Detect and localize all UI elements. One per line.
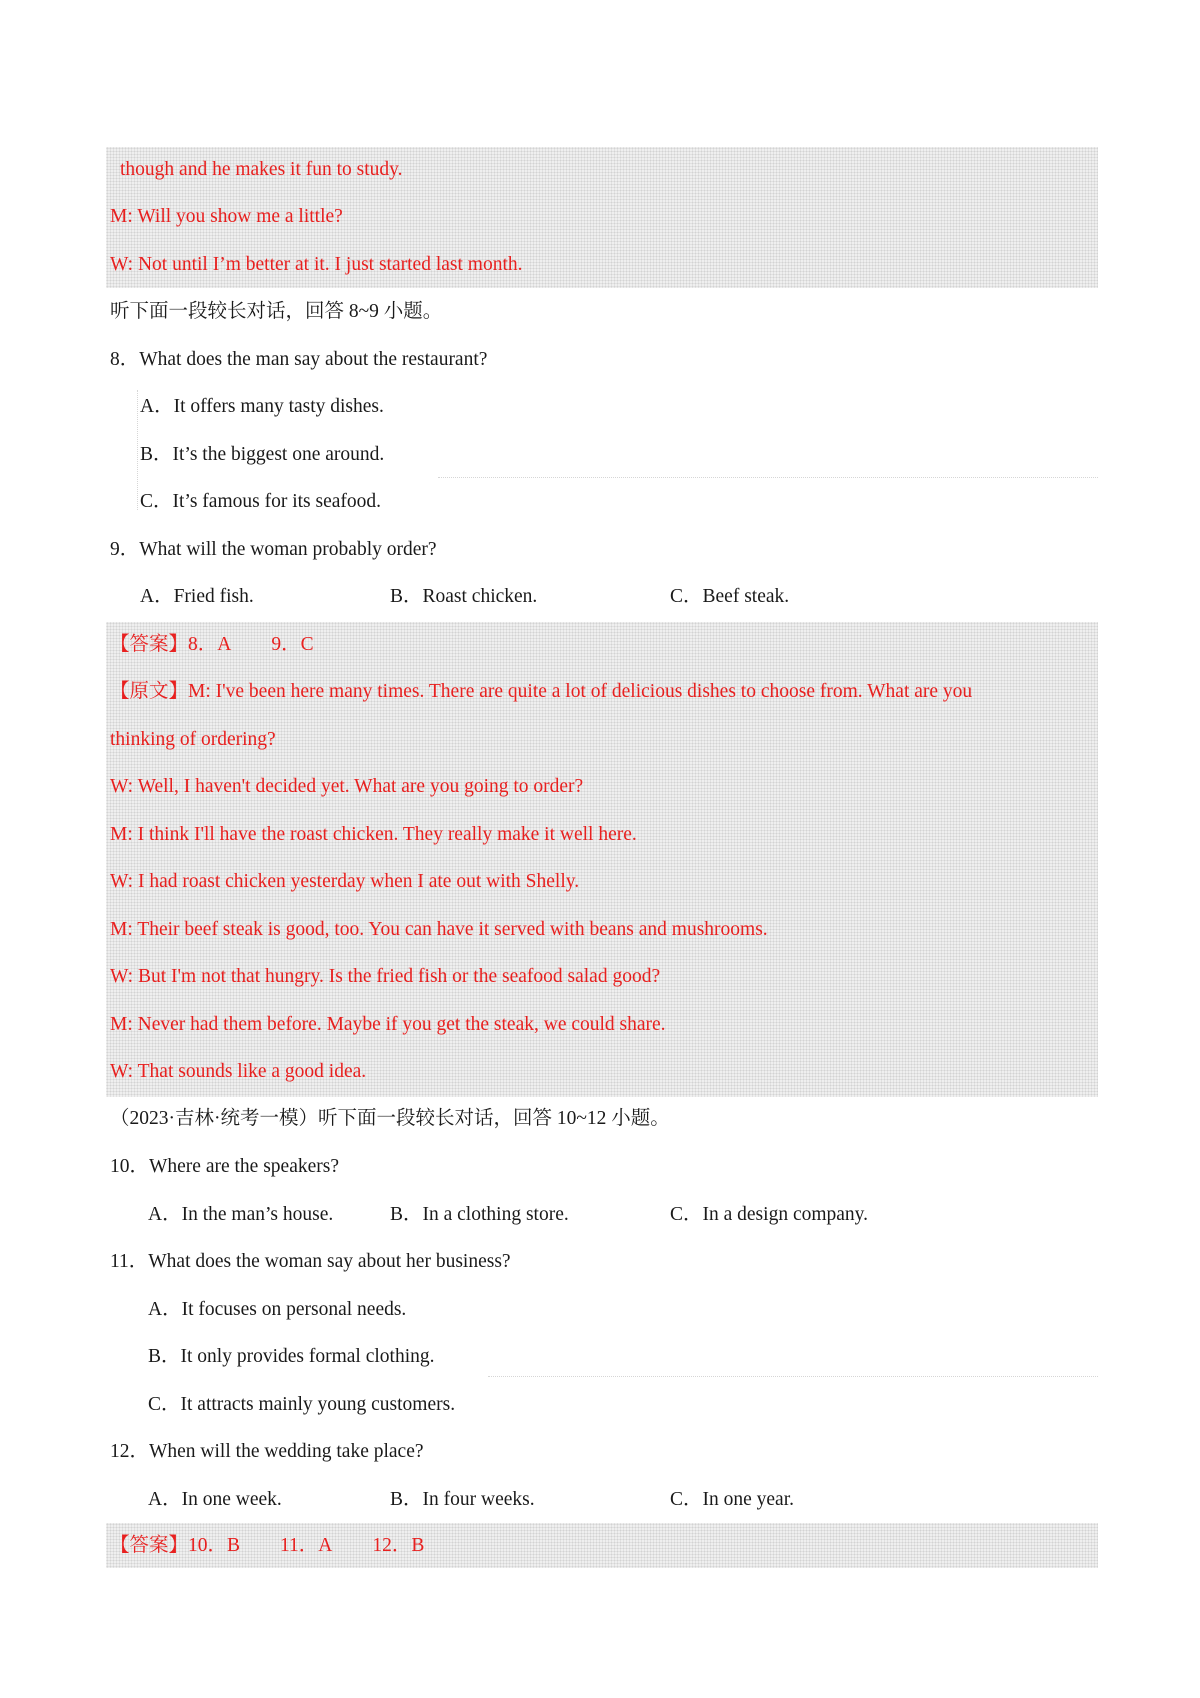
transcript-line: thinking of ordering? xyxy=(110,729,276,750)
dotted-divider xyxy=(438,477,1098,478)
answer-item: 12．B xyxy=(372,1535,425,1556)
option-8-a: A．It offers many tasty dishes. xyxy=(140,396,384,417)
option-9-b: B．Roast chicken. xyxy=(390,586,538,607)
question-stem-12: 12．When will the wedding take place? xyxy=(110,1441,424,1462)
option-10-b: B．In a clothing store. xyxy=(390,1204,569,1225)
option-9-c: C．Beef steak. xyxy=(670,586,790,607)
answer-label: 【答案】 xyxy=(110,1535,189,1556)
question-stem-10: 10．Where are the speakers? xyxy=(110,1156,340,1177)
answer-label: 【答案】 xyxy=(110,634,189,655)
transcript-line: W: Not until I’m better at it. I just started last month. xyxy=(110,254,523,275)
question-stem-9: 9．What will the woman probably order? xyxy=(110,539,437,560)
option-12-b: B．In four weeks. xyxy=(390,1489,535,1510)
transcript-line: M: Will you show me a little? xyxy=(110,206,343,227)
section-instruction: （2023·吉林·统考一模）听下面一段较长对话，回答 10~12 小题。 xyxy=(110,1108,670,1129)
answer-line-10-12 xyxy=(110,1534,424,1558)
transcript-line: though and he makes it fun to study. xyxy=(120,159,403,180)
option-8-c: C．It’s famous for its seafood. xyxy=(140,491,382,512)
answer-item: 10．B xyxy=(188,1535,241,1556)
option-12-a: A．In one week. xyxy=(148,1489,282,1510)
question-stem-11: 11．What does the woman say about her business? xyxy=(110,1251,511,1272)
dotted-divider xyxy=(488,1376,1098,1377)
transcript-line: W: That sounds like a good idea. xyxy=(110,1061,367,1082)
transcript-line: W: Well, I haven't decided yet. What are you going to order? xyxy=(110,776,584,797)
option-11-b: B．It only provides formal clothing. xyxy=(148,1346,435,1367)
option-10-c: C．In a design company. xyxy=(670,1204,869,1225)
option-11-c: C．It attracts mainly young customers. xyxy=(148,1394,456,1415)
option-9-a: A．Fried fish. xyxy=(140,586,254,607)
option-12-c: C．In one year. xyxy=(670,1489,795,1510)
answer-item: 8．A xyxy=(188,634,232,655)
answer-item: 11．A xyxy=(280,1535,333,1556)
transcript-line: M: I think I'll have the roast chicken. They really make it well here. xyxy=(110,824,637,845)
section-instruction: 听下面一段较长对话，回答 8~9 小题。 xyxy=(110,301,443,322)
transcript-label: 【原文】 xyxy=(110,681,189,702)
transcript-line: M: Never had them before. Maybe if you get the steak, we could share. xyxy=(110,1014,666,1035)
option-10-a: A．In the man’s house. xyxy=(148,1204,334,1225)
transcript-line: W: I had roast chicken yesterday when I ate out with Shelly. xyxy=(110,871,580,892)
dotted-divider xyxy=(137,390,138,510)
option-11-a: A．It focuses on personal needs. xyxy=(148,1299,407,1320)
answer-line-8-9 xyxy=(110,633,314,657)
transcript-line xyxy=(110,680,972,704)
transcript-line: W: But I'm not that hungry. Is the fried fish or the seafood salad good? xyxy=(110,966,661,987)
answer-item: 9．C xyxy=(271,634,314,655)
transcript-text: M: I've been here many times. There are quite a lot of delicious dishes to choose from. What are you xyxy=(188,681,973,702)
transcript-line: M: Their beef steak is good, too. You can have it served with beans and mushrooms. xyxy=(110,919,768,940)
option-8-b: B．It’s the biggest one around. xyxy=(140,444,385,465)
question-stem-8: 8．What does the man say about the restaurant? xyxy=(110,349,488,370)
